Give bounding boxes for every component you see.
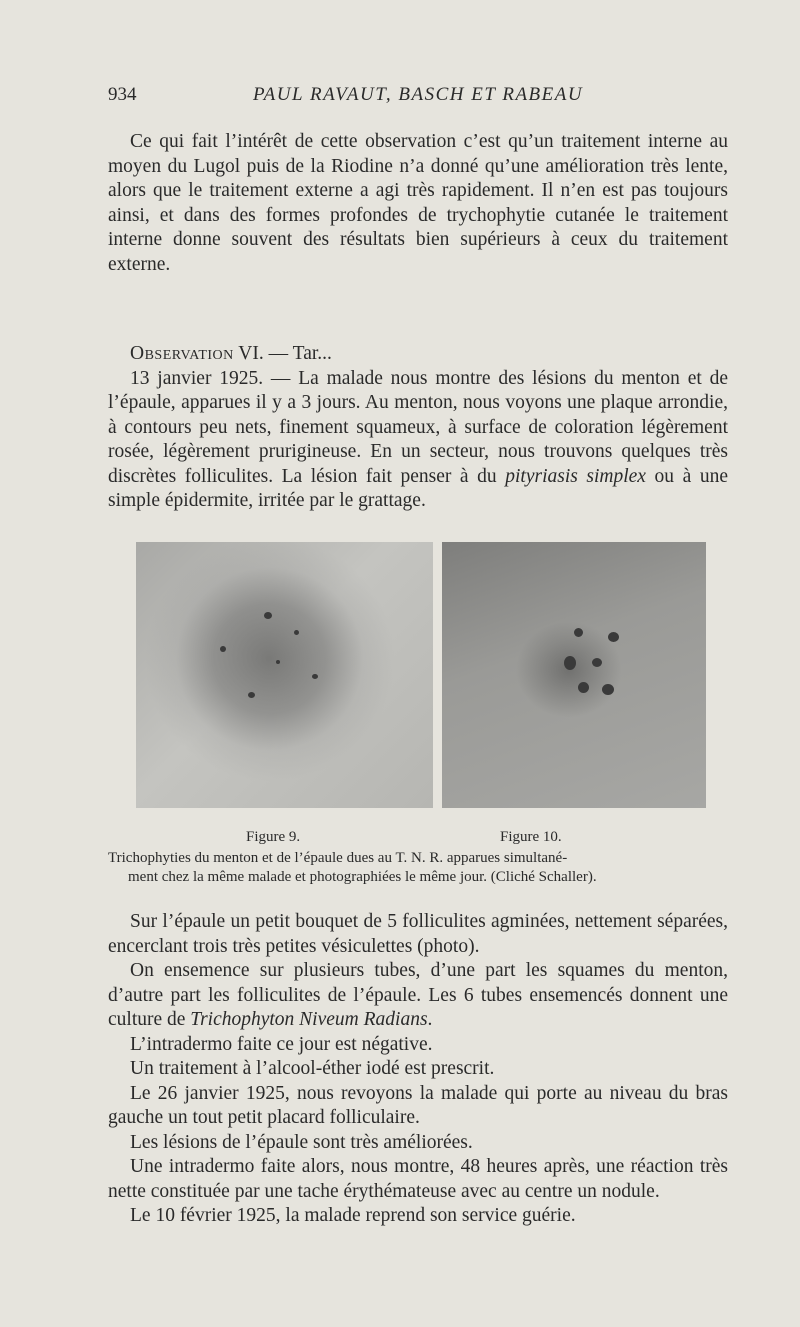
figure-9-photo [136,542,433,808]
observation-section [108,342,728,514]
observation-label: Observation [130,343,234,364]
para-ensemence-end: . [427,1009,433,1030]
observation-text: 13 janvier 1925. — La malade nous montre des lésions du menton et de l’épaule, apparues il y a 3 jours. Au menton, nous voyons une plaque arrondie, à contours peu nets, finement squameux, à surface de coloration légèrement rosée, légèrement prurigineuse. En un secteur, nous trouvons quelques très discrètes folliculites. La lésion fait penser à du [108,367,728,487]
observation-text-end: ou à une simple épidermite, irritée par le grattage. [108,465,728,511]
figure-9-label: Figure 9. [246,829,301,845]
para-traitement: Un traitement à l’alcool-éther iodé est prescrit. [130,1058,495,1079]
intro-paragraph: Ce qui fait l’intérêt de cette observation c’est qu’un traitement interne au moyen du Lugol puis de la Riodine n’a donné qu’une amélioration très lente, alors que le traitement externe a agi très rapidement. Il n’en est pas toujours ainsi, et dans des formes profondes de trychophytie cutanée le traitement interne donne souvent des résultats bien supérieurs à ceux du traitement externe. [108,131,728,275]
caption-line-2: ment chez la même malade et photographiées le même jour. (Cliché Schaller). [128,869,597,885]
observation-paragraph [108,367,728,514]
figures-row [136,542,706,810]
para-epaule: Sur l’épaule un petit bouquet de 5 folliculites agminées, nettement séparées, encerclant trois très petites vésiculettes (photo). [108,911,728,957]
observation-italic: pityriasis simplex [505,465,646,487]
continuation-section [108,910,728,1229]
para-ensemence-italic: Trichophyton Niveum Radians [190,1009,428,1030]
para-intradermo: L’intradermo faite ce jour est négative. [130,1033,433,1055]
para-10-fevrier: Le 10 février 1925, la malade reprend son service guérie. [130,1205,576,1226]
page-number: 934 [108,84,137,105]
caption-line-1: Trichophyties du menton et de l’épaule dues au T. N. R. apparues simultané- [108,850,568,866]
page-header [108,84,728,112]
figure-10-label: Figure 10. [500,829,562,845]
para-ensemence [108,959,728,1033]
observation-numeral: VI. — Tar... [233,343,332,364]
figure-10-photo [442,542,706,808]
running-head: PAUL RAVAUT, BASCH ET RABEAU [253,84,584,105]
para-26-janvier: Le 26 janvier 1925, nous revoyons la malade qui porte au niveau du bras gauche un tout petit placard folliculaire. [108,1082,728,1128]
figure-caption [108,849,728,887]
para-lesions: Les lésions de l’épaule sont très améliorées. [130,1131,473,1153]
observation-title [108,342,728,367]
para-ensemence-text: On ensemence sur plusieurs tubes, d’une part les squames du menton, d’autre part les folliculites de l’épaule. Les 6 tubes ensemencés donnent une culture de [108,960,728,1030]
intro-section [108,130,728,277]
para-intradermo-2: Une intradermo faite alors, nous montre, 48 heures après, une réaction très nette constituée par une tache érythémateuse avec au centre un nodule. [108,1156,728,1202]
